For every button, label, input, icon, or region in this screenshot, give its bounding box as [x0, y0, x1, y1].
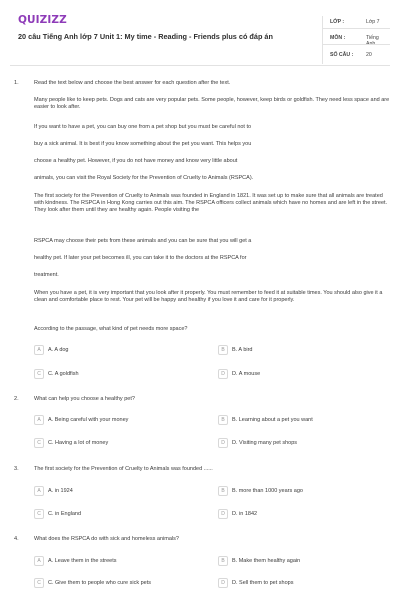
option-text: B. Learning about a pet you want [232, 417, 313, 423]
option-letter: C [34, 369, 44, 379]
meta-key: SỐ CÂU : [330, 52, 354, 58]
meta-value: Tiếng [366, 35, 379, 41]
answer-option-a[interactable] [34, 345, 69, 355]
answer-option-b[interactable] [218, 556, 300, 566]
option-text: C. in England [48, 511, 82, 517]
answer-option-b[interactable] [218, 415, 313, 425]
answer-option-c[interactable] [34, 509, 81, 519]
option-letter: A [34, 556, 44, 566]
option-text: D. Visiting many pet shops [232, 440, 298, 446]
meta-row-subject [322, 35, 386, 45]
answer-option-b[interactable] [218, 486, 303, 496]
passage-line: buy a sick animal. It is best if you know something about the pet you want. This helps you [34, 141, 252, 147]
option-text: A. Leave them in the streets [48, 558, 117, 564]
instruction-text: Read the text below and choose the best answer for each question after the text. [34, 80, 231, 86]
question-number: 1. [14, 80, 19, 86]
question-text: The first society for the Prevention of Cruelty to Animals was founded ...... [34, 466, 213, 472]
answer-option-a[interactable] [34, 486, 73, 496]
worksheet-header [10, 8, 390, 66]
passage-paragraph: When you have a pet, it is very important that you look after it properly. You must remember to feed it at suitable times. You should also give it a clean and comfortable place to rest. Your pet will be happy and healthy if you love it and care for it properly. [34, 290, 383, 303]
option-letter: C [34, 509, 44, 519]
option-text: C. A goldfish [48, 371, 79, 377]
option-text: A. A dog [48, 347, 69, 353]
worksheet-title: 20 câu Tiếng Anh lớp 7 Unit 1: My time - Reading - Friends plus có đáp án [18, 32, 273, 41]
meta-value: 20 [366, 52, 372, 58]
answer-option-a[interactable] [34, 556, 116, 566]
answer-option-c[interactable] [34, 369, 79, 379]
meta-value: Lớp 7 [366, 19, 380, 25]
option-text: D. A mouse [232, 371, 261, 377]
option-text: B. A bird [232, 347, 253, 353]
meta-row-count [322, 52, 386, 62]
answer-option-a[interactable] [34, 415, 128, 425]
option-letter: A [34, 486, 44, 496]
passage-line: healthy pet. If later your pet becomes ill, you can take it to the doctors at the RSPCA for [34, 255, 247, 261]
passage-line: RSPCA may choose their pets from these animals and you can be sure that you will get a [34, 238, 252, 244]
option-letter: B [218, 345, 228, 355]
option-letter: B [218, 486, 228, 496]
passage-line: If you want to have a pet, you can buy one from a pet shop but you must be careful not to [34, 124, 252, 130]
answer-option-c[interactable] [34, 438, 108, 448]
quizizz-logo: QUIZIZZ [18, 14, 67, 26]
meta-row-class [322, 19, 386, 29]
answer-option-d[interactable] [218, 369, 260, 379]
divider [322, 44, 390, 45]
question-text: According to the passage, what kind of pet needs more space? [34, 326, 188, 332]
option-letter: D [218, 578, 228, 588]
passage-line: animals, you can visit the Royal Society for the Prevention of Cruelty to Animals (RSPCA). [34, 175, 254, 181]
divider [322, 28, 390, 29]
answer-option-c[interactable] [34, 578, 151, 588]
option-letter: D [218, 509, 228, 519]
option-letter: A [34, 345, 44, 355]
meta-key: LỚP : [330, 19, 345, 25]
option-letter: C [34, 438, 44, 448]
passage-line: treatment. [34, 272, 59, 278]
option-text: B. Make them healthy again [232, 558, 301, 564]
option-text: D. in 1842 [232, 511, 258, 517]
option-letter: D [218, 438, 228, 448]
option-text: A. in 1924 [48, 488, 73, 494]
option-letter: A [34, 415, 44, 425]
passage-paragraph: The first society for the Prevention of Cruelty to Animals was founded in England in 1821. It was set up to make sure that all animals are treated with kindness. The RSPCA in Hong Kong carries out this aim. The RSPCA officers collect animals which have no homes and are left in the street. They look after them until they are healthy again. People visiting the [34, 193, 388, 213]
option-letter: B [218, 556, 228, 566]
question-text: What does the RSPCA do with sick and homeless animals? [34, 536, 179, 542]
option-letter: C [34, 578, 44, 588]
question-number: 2. [14, 396, 19, 402]
option-text: C. Give them to people who cure sick pets [48, 580, 152, 586]
question-text: What can help you choose a healthy pet? [34, 396, 135, 402]
option-text: C. Having a lot of money [48, 440, 109, 446]
answer-option-d[interactable] [218, 509, 257, 519]
question-number: 3. [14, 466, 19, 472]
option-text: A. Being careful with your money [48, 417, 129, 423]
answer-option-d[interactable] [218, 578, 293, 588]
option-letter: D [218, 369, 228, 379]
meta-key: MÔN : [330, 35, 346, 41]
option-text: B. more than 1000 years ago [232, 488, 303, 494]
passage-paragraph: Many people like to keep pets. Dogs and cats are very popular pets. Some people, however, keep birds or goldfish. They need less space and are easier to look after. [34, 97, 390, 110]
option-text: D. Sell them to pet shops [232, 580, 294, 586]
passage-line: choose a healthy pet. However, if you do not have money and know very little about [34, 158, 238, 164]
answer-option-b[interactable] [218, 345, 253, 355]
answer-option-d[interactable] [218, 438, 297, 448]
question-number: 4. [14, 536, 19, 542]
option-letter: B [218, 415, 228, 425]
